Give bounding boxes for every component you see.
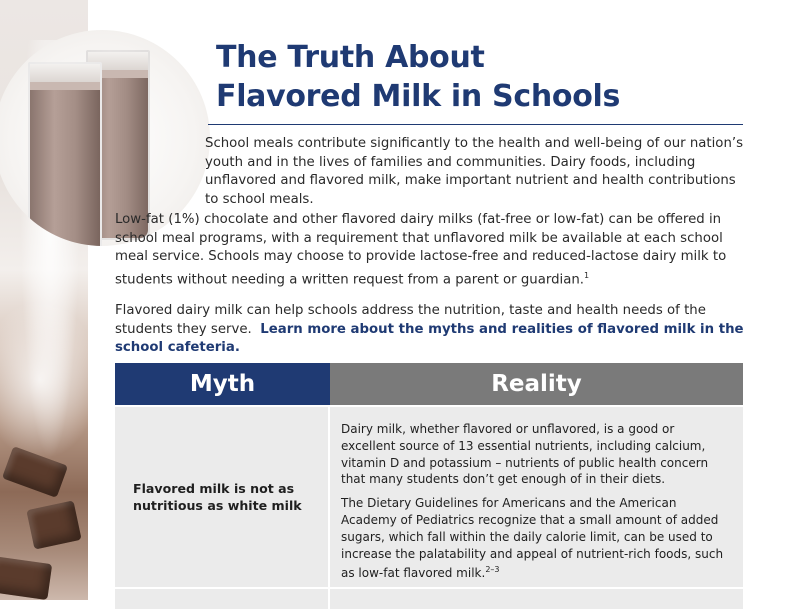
title-line-2: Flavored Milk in Schools — [216, 79, 621, 114]
intro-paragraph-2 — [115, 211, 750, 289]
myth-column-header: Myth — [115, 363, 330, 405]
footnote-ref: 1 — [584, 270, 590, 280]
reality-paragraph-2-text: The Dietary Guidelines for Americans and the American Academy of Pediatrics recognize that a small amount of added sugars, which fall within the daily calorie limit, can be used to increase the palatability and appeal of nutrient-rich foods, such as low-fat flavored milk. — [341, 496, 724, 581]
title-divider — [208, 124, 743, 125]
reality-cell — [328, 407, 743, 587]
page-title — [216, 38, 620, 116]
myth-reality-table — [115, 363, 743, 587]
myth-cell: Flavored milk is not as nutritious as white milk — [133, 481, 302, 513]
learn-more-link[interactable]: Learn more about the myths and realities of flavored milk in the school cafeteria. — [115, 321, 744, 355]
chocolate-piece — [0, 556, 52, 600]
intro-paragraph-2-text: Low-fat (1%) chocolate and other flavored dairy milks (fat-free or low-fat) can be offered in school meal programs, with a requirement that unflavored milk be available at each school meal service. Schools may choose to provide lactose-free and reduced-lactose dairy milk to students without needing a written request from a parent or guardian. — [115, 212, 727, 287]
reality-paragraph-1: Dairy milk, whether flavored or unflavored, is a good or excellent source of 13 essential nutrients, including calcium, vitamin D and potassium – nutrients of public health concern that many students don’t get enough of in their diets. — [341, 422, 709, 487]
reality-column-header: Reality — [330, 363, 743, 405]
milk-splash — [0, 300, 88, 460]
milk-glass — [28, 62, 102, 246]
table-row — [115, 589, 743, 609]
intro-paragraph-1: School meals contribute significantly to the health and well-being of our nation’s youth and in the lives of families and communities. Dairy foods, including unflavored and flavored milk, make important nutrient and health contributions to school meals. — [205, 136, 744, 207]
table-row — [115, 407, 743, 587]
intro-paragraph-3 — [115, 302, 745, 358]
chocolate-piece — [26, 500, 81, 549]
table-header — [115, 363, 743, 405]
intro-paragraph-3-text: Flavored dairy milk can help schools address the nutrition, taste and health needs of the students they serve. — [115, 303, 706, 337]
footnote-ref: 2–3 — [485, 565, 500, 575]
reality-paragraph-2 — [341, 495, 729, 582]
title-line-1: The Truth About — [216, 40, 485, 75]
